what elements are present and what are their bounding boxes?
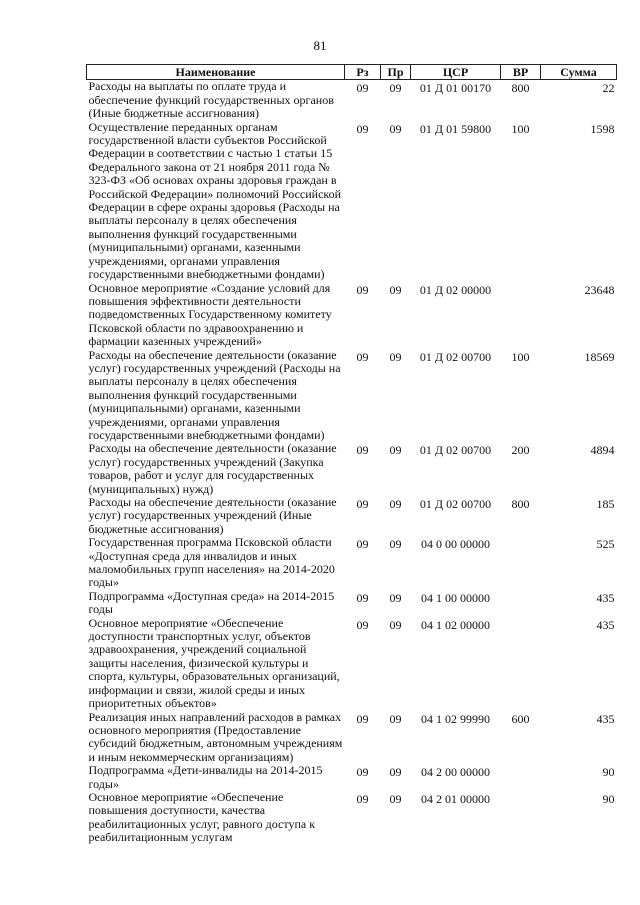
row-pr <box>381 764 411 791</box>
row-vr-value: 800 <box>511 81 530 96</box>
row-pr <box>381 536 411 590</box>
row-pr-value: 09 <box>389 537 402 552</box>
row-rz-value: 09 <box>356 765 369 780</box>
row-csr-value: 04 1 02 00000 <box>421 617 490 632</box>
table-header-row <box>87 65 617 80</box>
row-pr <box>381 442 411 496</box>
table-row <box>87 764 617 791</box>
row-vr <box>501 80 541 121</box>
table-body <box>87 80 617 845</box>
row-rz <box>345 282 381 349</box>
row-rz-value: 09 <box>356 443 369 458</box>
row-csr <box>411 791 501 845</box>
row-rz-value: 09 <box>356 590 369 605</box>
row-pr-value: 09 <box>389 81 402 96</box>
row-csr-value: 01 Д 01 59800 <box>419 121 492 136</box>
row-name: Расходы на обеспечение деятельности (оказание услуг) государственных учреждений (Закупка товаров, работ и услуг для государственных (муниципальных) нужд) <box>88 441 337 496</box>
header-rz: Рз <box>345 65 381 80</box>
row-csr-value: 01 Д 02 00700 <box>419 497 492 511</box>
row-csr <box>411 711 501 765</box>
row-csr <box>411 590 501 617</box>
row-vr-value: 100 <box>511 121 530 136</box>
row-name: Подпрограмма «Доступная среда» на 2014-2015 годы <box>88 588 335 617</box>
row-csr <box>411 349 501 443</box>
row-pr-value: 09 <box>389 765 402 780</box>
row-sum-value: 1598 <box>590 121 615 136</box>
row-pr-value: 09 <box>389 711 402 726</box>
row-vr <box>501 282 541 349</box>
row-vr <box>501 711 541 765</box>
row-csr <box>411 617 501 711</box>
row-rz-value: 09 <box>356 537 369 552</box>
row-name: Расходы на выплаты по оплате труда и обеспечение функций государственных органов (Иные бюджетные ассигнования) <box>88 79 334 121</box>
row-rz-value: 09 <box>356 791 369 806</box>
row-vr <box>501 590 541 617</box>
header-vr: ВР <box>501 65 541 80</box>
row-pr-value: 09 <box>389 121 402 136</box>
row-sum <box>541 590 617 617</box>
table-row <box>87 349 617 443</box>
row-sum-value: 18569 <box>584 349 615 364</box>
row-rz-value: 09 <box>356 81 369 96</box>
row-pr <box>381 590 411 617</box>
row-name: Осуществление переданных органам государственной власти субъектов Российской Федерации в соответствии с частью 1 статьи 15 Федерального закона от 21 ноября 2011 года № 323-ФЗ «Об основах охраны здоровья граждан в Российской Федерации» полномочий Российской Федерации в сфере охраны здоровья (Расходы на выплаты персоналу в целях обеспечения выполнения функций государственными (муниципальными) органами, казенными учреждениями, органами управления государственными внебюджетными фондами) <box>88 119 342 282</box>
row-name: Основное мероприятие «Обеспечение доступности транспортных услуг, объектов здравоохранения, учреждений социальной защиты населения, физической культуры и спорта, культуры, образовательных организаций, информации и связи, жилой среды и иных приоритетных объектов» <box>88 615 340 711</box>
row-vr <box>501 536 541 590</box>
row-csr <box>411 80 501 121</box>
row-name: Государственная программа Псковской области «Доступная среда для инвалидов и иных маломобильных групп населения» на 2014-2020 годы» <box>88 535 335 590</box>
row-pr <box>381 617 411 711</box>
table-row <box>87 711 617 765</box>
header-pr: Пр <box>381 65 411 80</box>
row-sum <box>541 764 617 791</box>
row-vr-value: 800 <box>511 497 530 511</box>
row-vr <box>501 121 541 282</box>
row-vr-value: 100 <box>511 349 530 364</box>
row-pr <box>381 282 411 349</box>
table-row <box>87 590 617 617</box>
row-csr-value: 04 1 02 99990 <box>421 711 490 726</box>
table-row <box>87 442 617 496</box>
row-pr <box>381 711 411 765</box>
row-sum-value: 90 <box>602 765 615 780</box>
budget-table <box>86 64 617 845</box>
row-pr-value: 09 <box>389 497 402 511</box>
row-name: Основное мероприятие «Обеспечение повышения доступности, качества реабилитационных услуг, равного доступа к реабилитационным услугам <box>88 789 316 845</box>
row-vr <box>501 442 541 496</box>
row-pr <box>381 349 411 443</box>
row-rz <box>345 617 381 711</box>
table-row <box>87 80 617 121</box>
table-row <box>87 536 617 590</box>
row-sum <box>541 711 617 765</box>
row-rz-value: 09 <box>356 121 369 136</box>
row-rz-value: 09 <box>356 617 369 632</box>
row-sum-value: 435 <box>596 590 615 605</box>
row-sum <box>541 121 617 282</box>
row-vr <box>501 791 541 845</box>
page-number: 81 <box>313 38 327 53</box>
row-pr <box>381 121 411 282</box>
row-rz <box>345 80 381 121</box>
table-row <box>87 791 617 845</box>
table-row <box>87 496 617 536</box>
row-sum <box>541 496 617 536</box>
row-sum <box>541 442 617 496</box>
row-sum-value: 22 <box>602 81 615 96</box>
header-sum: Сумма <box>541 65 617 80</box>
row-csr-value: 04 2 01 00000 <box>421 791 490 806</box>
row-csr-value: 01 Д 02 00700 <box>419 349 492 364</box>
row-vr-value: 600 <box>511 711 530 726</box>
row-vr <box>501 617 541 711</box>
row-csr-value: 01 Д 02 00700 <box>419 443 492 458</box>
row-pr-value: 09 <box>389 282 402 297</box>
row-rz <box>345 496 381 536</box>
row-rz <box>345 536 381 590</box>
row-pr-value: 09 <box>389 791 402 806</box>
row-name: Подпрограмма «Дети-инвалиды на 2014-2015 годы» <box>88 763 323 791</box>
row-csr <box>411 536 501 590</box>
row-vr <box>501 496 541 536</box>
row-rz <box>345 349 381 443</box>
row-rz-value: 09 <box>356 282 369 297</box>
row-pr <box>381 80 411 121</box>
row-sum <box>541 791 617 845</box>
row-name: Основное мероприятие «Создание условий для повышения эффективности деятельности подведомственных Государственному комитету Псковской области по здравоохранению и фармации казенных учреждений» <box>88 280 332 349</box>
row-csr-value: 04 2 00 00000 <box>421 765 490 780</box>
row-sum <box>541 349 617 443</box>
row-sum-value: 4894 <box>590 443 615 458</box>
row-sum <box>541 282 617 349</box>
row-vr-value: 200 <box>511 443 530 458</box>
row-rz <box>345 764 381 791</box>
row-csr-value: 01 Д 01 00170 <box>419 81 492 96</box>
row-sum <box>541 80 617 121</box>
row-csr-value: 04 1 00 00000 <box>421 590 490 605</box>
row-rz <box>345 791 381 845</box>
row-name: Расходы на обеспечение деятельности (оказание услуг) государственных учреждений (Расходы на выплаты персоналу в целях обеспечения выполнения функций государственными (муниципальными) органами, казенными учреждениями, органами управления государственными внебюджетными фондами) <box>88 347 341 442</box>
header-csr: ЦСР <box>411 65 501 80</box>
row-rz <box>345 442 381 496</box>
header-name: Наименование <box>87 65 345 80</box>
row-pr-value: 09 <box>389 617 402 632</box>
row-rz <box>345 121 381 282</box>
row-rz-value: 09 <box>356 349 369 364</box>
row-sum-value: 90 <box>602 791 615 806</box>
row-sum-value: 23648 <box>584 282 615 297</box>
row-sum-value: 435 <box>596 711 615 726</box>
row-pr <box>381 791 411 845</box>
row-name: Реализация иных направлений расходов в рамках основного мероприятия (Предоставление субсидий бюджетным, автономным учреждениям и иным некоммерческим организациям) <box>88 709 343 764</box>
row-sum <box>541 536 617 590</box>
row-sum-value: 525 <box>596 537 615 552</box>
row-rz-value: 09 <box>356 711 369 726</box>
row-rz <box>345 590 381 617</box>
row-csr <box>411 764 501 791</box>
row-vr <box>501 349 541 443</box>
row-csr <box>411 442 501 496</box>
row-csr-value: 04 0 00 00000 <box>421 537 490 552</box>
row-csr-value: 01 Д 02 00000 <box>419 282 492 297</box>
row-sum-value: 185 <box>596 497 615 511</box>
row-pr-value: 09 <box>389 349 402 364</box>
row-name: Расходы на обеспечение деятельности (оказание услуг) государственных учреждений (Иные бюджетные ассигнования) <box>88 495 337 536</box>
row-csr <box>411 282 501 349</box>
table-row <box>87 121 617 282</box>
row-sum-value: 435 <box>596 617 615 632</box>
table-row <box>87 617 617 711</box>
table-row <box>87 282 617 349</box>
row-pr <box>381 496 411 536</box>
row-csr <box>411 496 501 536</box>
row-csr <box>411 121 501 282</box>
row-sum <box>541 617 617 711</box>
row-pr-value: 09 <box>389 443 402 458</box>
row-pr-value: 09 <box>389 590 402 605</box>
row-rz <box>345 711 381 765</box>
row-vr <box>501 764 541 791</box>
row-rz-value: 09 <box>356 497 369 511</box>
